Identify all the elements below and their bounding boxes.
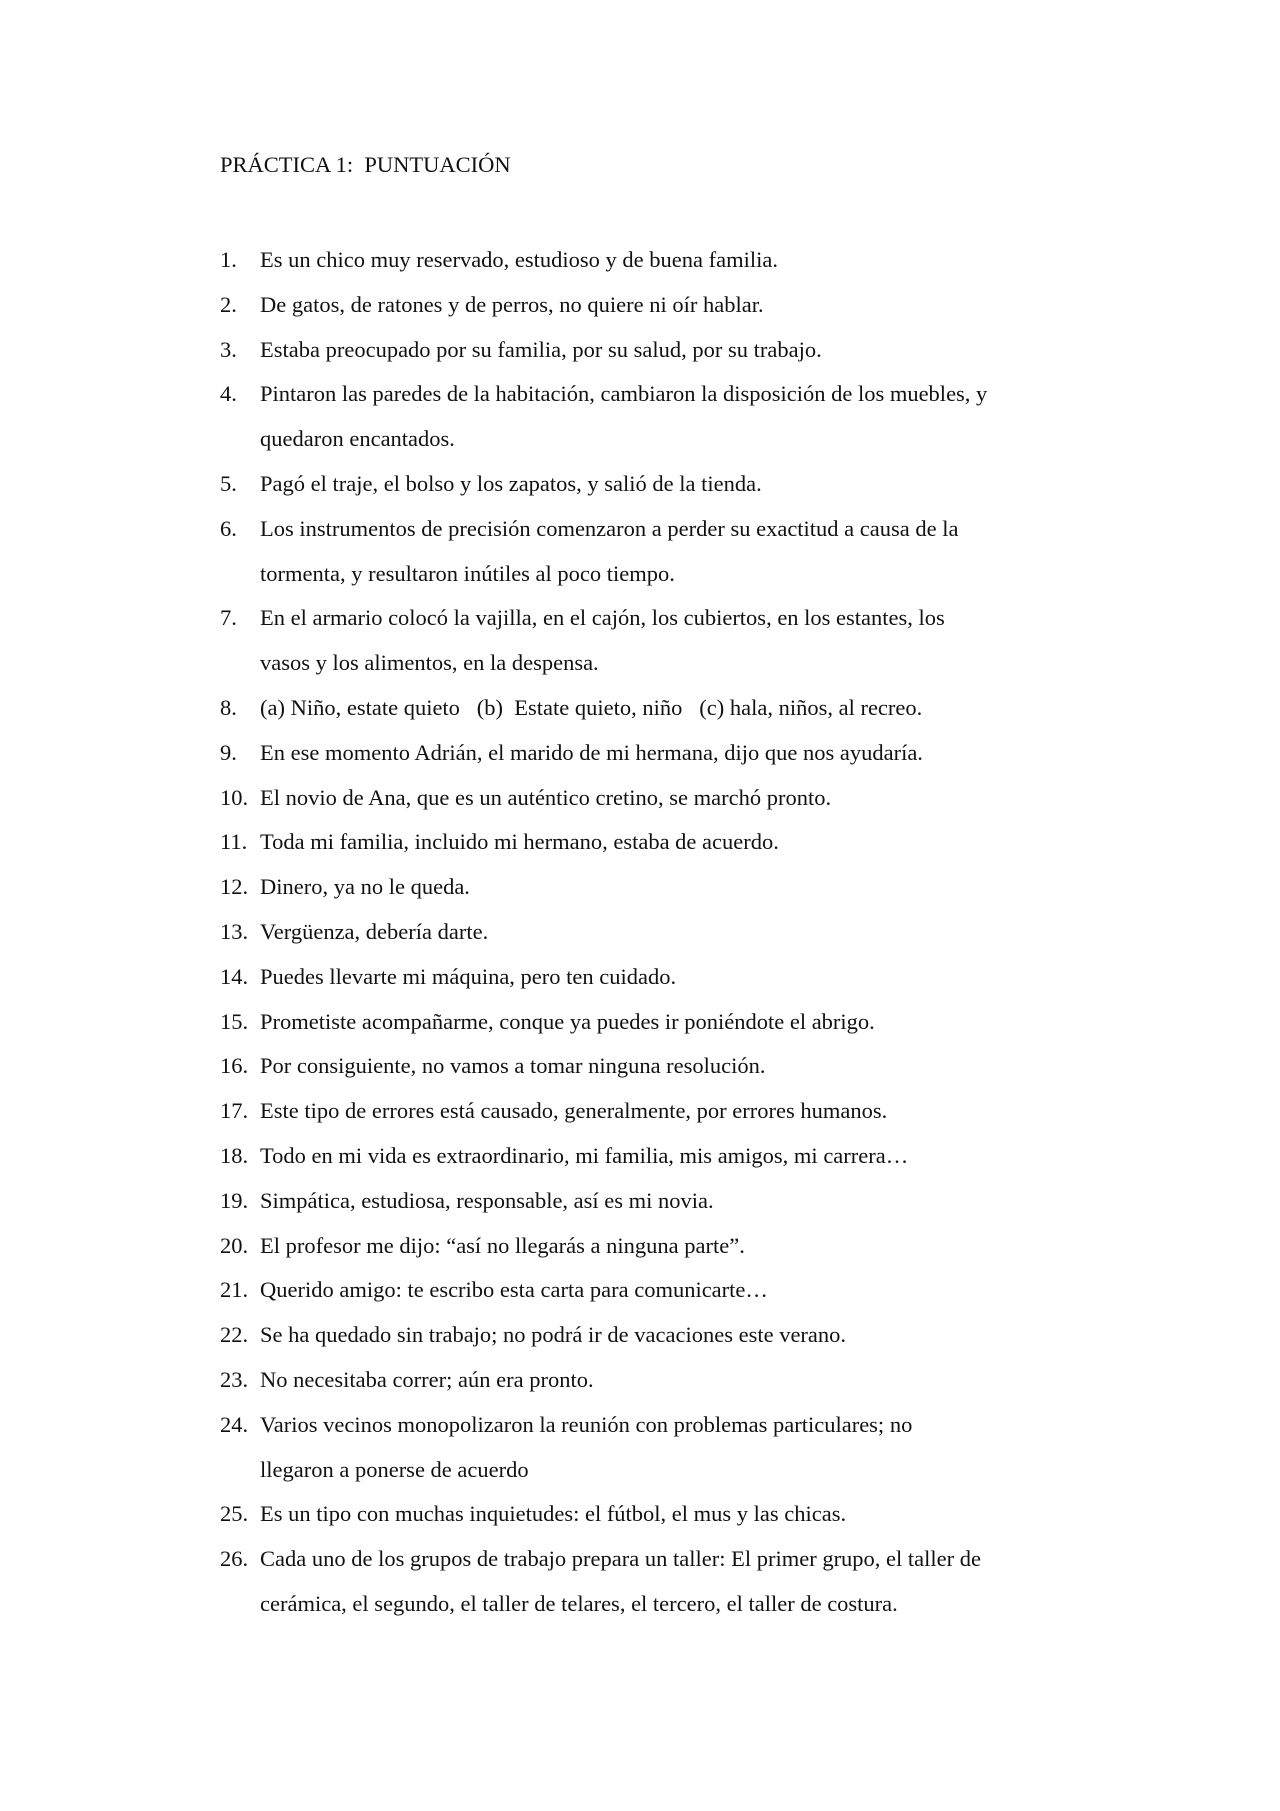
exercise-item-18 [220, 1134, 1120, 1179]
exercise-item-11 [220, 820, 1120, 865]
exercise-text-line: tormenta, y resultaron inútiles al poco tiempo. [260, 560, 675, 586]
exercise-text-line: Pintaron las paredes de la habitación, cambiaron la disposición de los muebles, y [260, 381, 988, 407]
exercise-text-line: Puedes llevarte mi máquina, pero ten cuidado. [260, 963, 677, 989]
exercise-text-line: cerámica, el segundo, el taller de telares, el tercero, el taller de costura. [260, 1590, 898, 1616]
exercise-text [260, 372, 1120, 462]
page-title: PRÁCTICA 1: PUNTUACIÓN [220, 152, 511, 177]
exercise-item-8 [220, 686, 1120, 731]
exercise-item-24 [220, 1403, 1120, 1493]
exercise-number: 13. [220, 918, 249, 944]
exercise-number: 20. [220, 1232, 249, 1258]
exercise-text-line: Por consiguiente, no vamos a tomar ninguna resolución. [260, 1053, 766, 1079]
exercise-text-line: (a) Niño, estate quieto (b) Estate quieto, niño (c) hala, niños, al recreo. [260, 694, 923, 720]
exercise-text-line: Los instrumentos de precisión comenzaron a perder su exactitud a causa de la [260, 515, 959, 541]
exercise-text-line: No necesitaba correr; aún era pronto. [260, 1366, 594, 1392]
exercise-text-line: llegaron a ponerse de acuerdo [260, 1456, 529, 1482]
exercise-text [260, 1313, 1120, 1358]
exercise-text-line: El novio de Ana, que es un auténtico cretino, se marchó pronto. [260, 784, 832, 810]
exercise-number: 25. [220, 1501, 249, 1527]
exercise-text [260, 1403, 1120, 1493]
exercise-item-23 [220, 1358, 1120, 1403]
exercise-text [260, 731, 1120, 776]
exercise-text [260, 507, 1120, 597]
exercise-text [260, 328, 1120, 373]
exercise-number: 5. [220, 470, 237, 496]
exercise-number: 2. [220, 291, 237, 317]
exercise-text [260, 1089, 1120, 1134]
exercise-text [260, 776, 1120, 821]
exercise-text-line: Toda mi familia, incluido mi hermano, estaba de acuerdo. [260, 829, 779, 855]
exercise-text-line: Pagó el traje, el bolso y los zapatos, y salió de la tienda. [260, 470, 762, 496]
exercise-text-line: Simpática, estudiosa, responsable, así es mi novia. [260, 1187, 714, 1213]
exercise-text-line: Vergüenza, debería darte. [260, 918, 489, 944]
exercise-number: 12. [220, 874, 249, 900]
exercise-text [260, 910, 1120, 955]
exercise-text-line: Es un tipo con muchas inquietudes: el fútbol, el mus y las chicas. [260, 1501, 847, 1527]
exercise-text [260, 955, 1120, 1000]
exercise-item-3 [220, 328, 1120, 373]
exercise-item-1 [220, 238, 1120, 283]
exercise-text [260, 865, 1120, 910]
exercise-number: 22. [220, 1322, 249, 1348]
exercise-list [220, 238, 1120, 1627]
exercise-item-16 [220, 1044, 1120, 1089]
exercise-text [260, 1224, 1120, 1269]
exercise-number: 16. [220, 1053, 249, 1079]
exercise-item-12 [220, 865, 1120, 910]
exercise-text [260, 1492, 1120, 1537]
exercise-text [260, 686, 1120, 731]
exercise-text [260, 1268, 1120, 1313]
exercise-item-22 [220, 1313, 1120, 1358]
exercise-text [260, 1000, 1120, 1045]
exercise-text-line: vasos y los alimentos, en la despensa. [260, 650, 599, 676]
exercise-text-line: Se ha quedado sin trabajo; no podrá ir de vacaciones este verano. [260, 1322, 847, 1348]
exercise-item-4 [220, 372, 1120, 462]
exercise-item-6 [220, 507, 1120, 597]
exercise-number: 6. [220, 515, 237, 541]
exercise-item-21 [220, 1268, 1120, 1313]
exercise-number: 14. [220, 963, 249, 989]
exercise-text-line: Varios vecinos monopolizaron la reunión con problemas particulares; no [260, 1411, 913, 1437]
exercise-text-line: Prometiste acompañarme, conque ya puedes ir poniéndote el abrigo. [260, 1008, 875, 1034]
exercise-number: 15. [220, 1008, 249, 1034]
exercise-text-line: Dinero, ya no le queda. [260, 874, 470, 900]
exercise-text [260, 462, 1120, 507]
exercise-item-15 [220, 1000, 1120, 1045]
exercise-text-line: Todo en mi vida es extraordinario, mi familia, mis amigos, mi carrera… [260, 1142, 909, 1168]
exercise-text-line: Querido amigo: te escribo esta carta para comunicarte… [260, 1277, 768, 1303]
exercise-text [260, 283, 1120, 328]
exercise-text-line: En ese momento Adrián, el marido de mi hermana, dijo que nos ayudaría. [260, 739, 923, 765]
exercise-text [260, 1179, 1120, 1224]
exercise-number: 4. [220, 381, 237, 407]
exercise-text [260, 1358, 1120, 1403]
exercise-item-25 [220, 1492, 1120, 1537]
exercise-item-13 [220, 910, 1120, 955]
exercise-text-line: El profesor me dijo: “así no llegarás a ninguna parte”. [260, 1232, 745, 1258]
exercise-item-10 [220, 776, 1120, 821]
exercise-text [260, 820, 1120, 865]
exercise-item-14 [220, 955, 1120, 1000]
exercise-number: 23. [220, 1366, 249, 1392]
exercise-number: 10. [220, 784, 249, 810]
exercise-number: 11. [220, 829, 248, 855]
exercise-text-line: De gatos, de ratones y de perros, no quiere ni oír hablar. [260, 291, 764, 317]
exercise-text [260, 596, 1120, 686]
exercise-number: 26. [220, 1546, 249, 1572]
exercise-text-line: Es un chico muy reservado, estudioso y de buena familia. [260, 247, 778, 272]
exercise-item-19 [220, 1179, 1120, 1224]
exercise-text-line: Estaba preocupado por su familia, por su salud, por su trabajo. [260, 336, 822, 362]
exercise-number: 1. [220, 247, 237, 272]
exercise-text-line: quedaron encantados. [260, 426, 455, 452]
exercise-item-5 [220, 462, 1120, 507]
exercise-text-line: Este tipo de errores está causado, generalmente, por errores humanos. [260, 1098, 888, 1124]
exercise-number: 9. [220, 739, 237, 765]
exercise-number: 17. [220, 1098, 249, 1124]
exercise-item-7 [220, 596, 1120, 686]
exercise-item-9 [220, 731, 1120, 776]
exercise-number: 24. [220, 1411, 249, 1437]
exercise-number: 8. [220, 694, 237, 720]
exercise-text [260, 1537, 1120, 1627]
exercise-number: 18. [220, 1142, 249, 1168]
exercise-item-20 [220, 1224, 1120, 1269]
exercise-item-17 [220, 1089, 1120, 1134]
exercise-item-26 [220, 1537, 1120, 1627]
exercise-text-line: Cada uno de los grupos de trabajo prepara un taller: El primer grupo, el taller de [260, 1546, 981, 1572]
exercise-item-2 [220, 283, 1120, 328]
exercise-text [260, 238, 1120, 283]
exercise-text [260, 1044, 1120, 1089]
exercise-number: 19. [220, 1187, 249, 1213]
exercise-number: 21. [220, 1277, 249, 1303]
exercise-number: 3. [220, 336, 237, 362]
exercise-number: 7. [220, 605, 237, 631]
exercise-text [260, 1134, 1120, 1179]
exercise-text-line: En el armario colocó la vajilla, en el cajón, los cubiertos, en los estantes, los [260, 605, 945, 631]
